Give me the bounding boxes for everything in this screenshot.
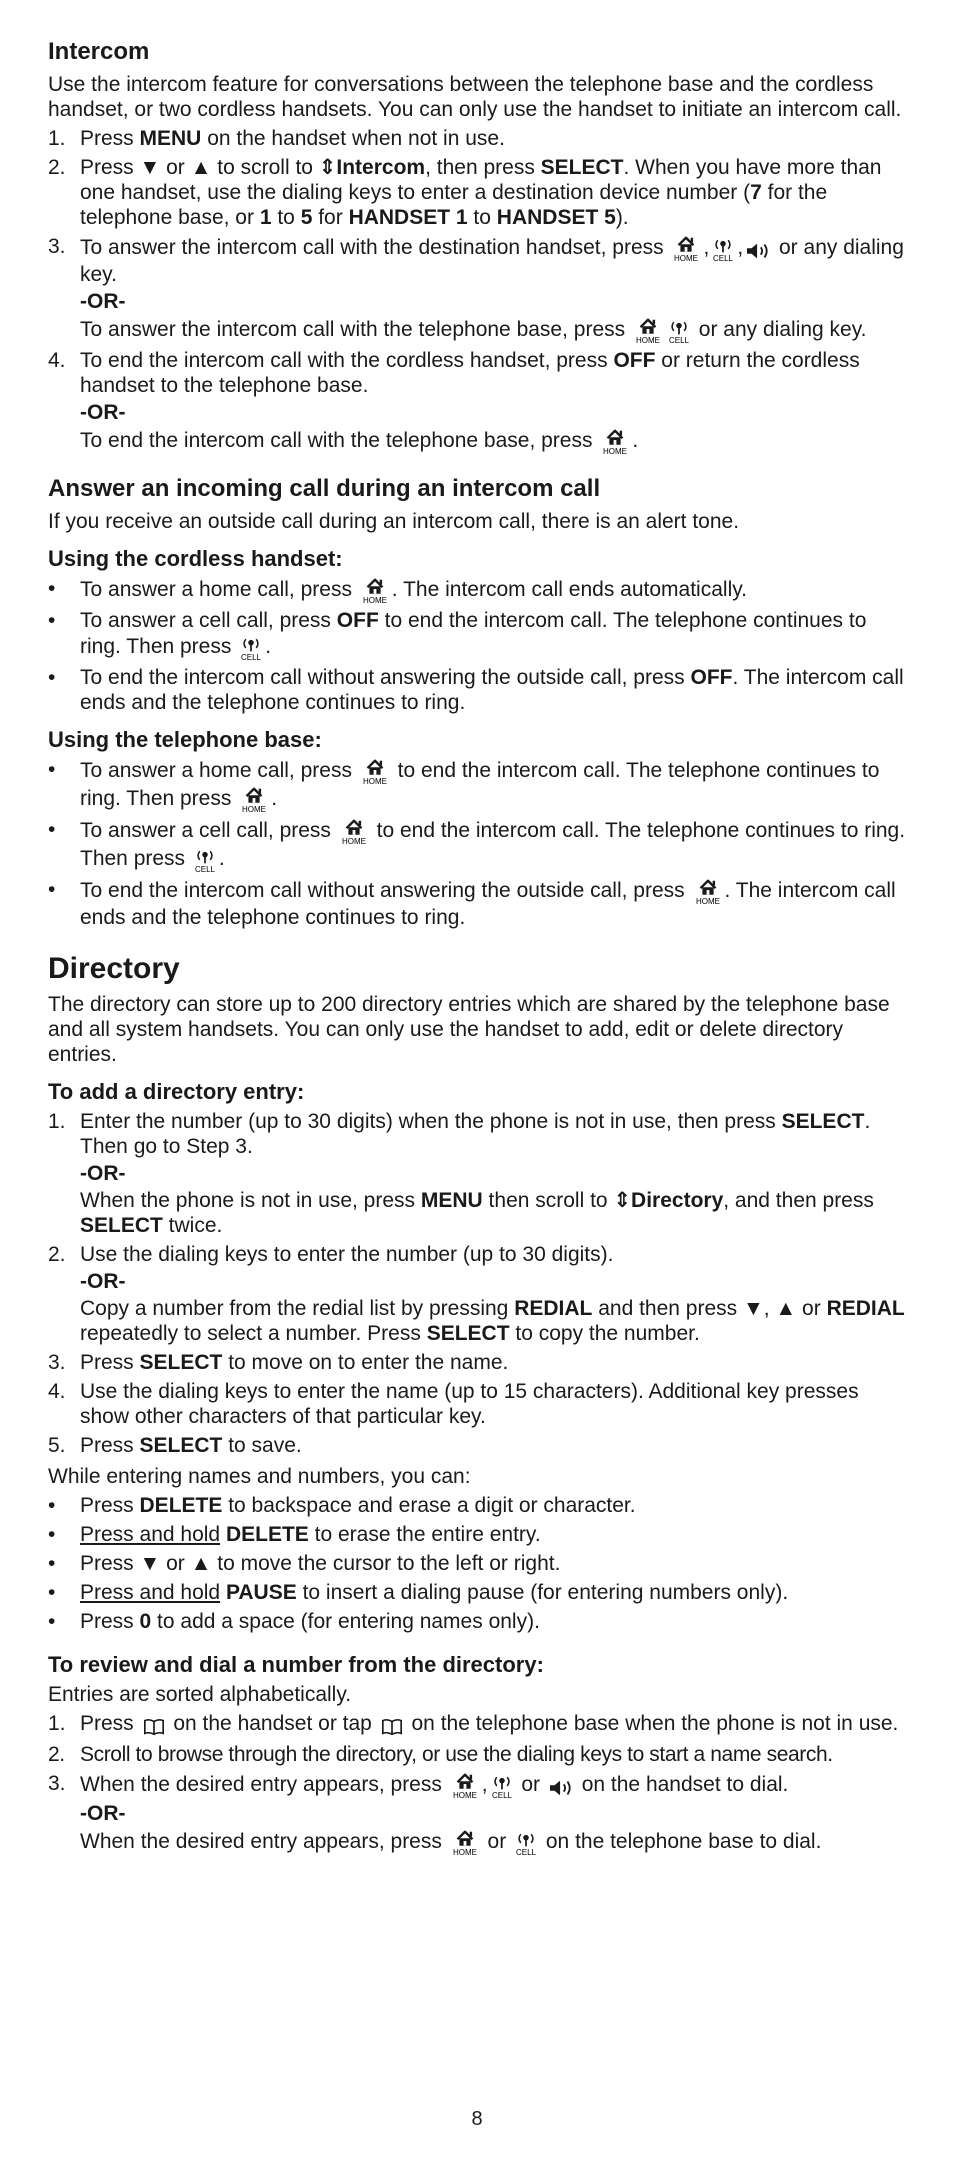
home-key-icon (338, 817, 370, 845)
cell-key-icon (513, 1828, 539, 1856)
step-number: 3. (48, 235, 66, 258)
review-step-3: 3. When the desired entry appears, press HOME , CELL or on the handset to dial. -OR- When the desired entry appears, press HOME or CELL on the telephone base to dial. (48, 1771, 906, 1856)
home-key-icon (449, 1771, 481, 1799)
svg-text:HOME: HOME (362, 596, 387, 604)
or-separator: -OR- (80, 401, 126, 424)
cell-key-icon (666, 316, 692, 344)
add-step-3: 3. Press SELECT to move on to enter the name. (48, 1351, 509, 1374)
list-item: • Press ▼ or ▲ to move the cursor to the left or right. (48, 1552, 561, 1575)
review-step-2: 2. Scroll to browse through the directory, or use the dialing keys to start a name search. (48, 1743, 833, 1766)
add-step-2: 2. Use the dialing keys to enter the number (up to 30 digits). -OR- Copy a number from the redial list by pressing REDIAL and then press ▼, ▲ or REDIAL repeatedly to select a number. Press SELECT to copy the number. (48, 1243, 905, 1345)
list-item: • To answer a cell call, press OFF to end the intercom call. The telephone continues to ring. Then press CELL . (48, 609, 867, 661)
svg-text:CELL: CELL (241, 653, 262, 661)
home-key-icon (359, 576, 391, 604)
directory-intro: The directory can store up to 200 directory entries which are shared by the telephone base and all system handsets. You can only use the handset to add, edit or delete directory entries. (48, 993, 890, 1066)
cell-key-icon (489, 1771, 515, 1799)
svg-text:CELL: CELL (491, 1791, 512, 1799)
list-item: • To answer a home call, press HOME to end the intercom call. The telephone continues to ring. Then press HOME . (48, 758, 880, 813)
home-key-icon (599, 427, 631, 455)
list-item: • Press and hold DELETE to erase the entire entry. (48, 1523, 541, 1546)
directory-book-icon (141, 1716, 167, 1738)
svg-text:CELL: CELL (516, 1848, 537, 1856)
svg-text:CELL: CELL (668, 336, 689, 344)
answer-intro: If you receive an outside call during an intercom call, there is an alert tone. (48, 510, 740, 533)
intercom-intro: Use the intercom feature for conversations between the telephone base and the cordless handset, or two cordless handsets. You can only use the handset to initiate an intercom call. (48, 73, 902, 121)
cell-key-icon (710, 234, 736, 262)
add-step-5: 5. Press SELECT to save. (48, 1434, 302, 1457)
review-heading: To review and dial a number from the directory: (48, 1652, 544, 1677)
base-heading: Using the telephone base: (48, 727, 322, 752)
list-item: • Press 0 to add a space (for entering names only). (48, 1610, 540, 1633)
list-item: • To end the intercom call without answering the outside call, press OFF. The intercom call ends and the telephone continues to ring. (48, 666, 904, 714)
svg-text:HOME: HOME (635, 336, 660, 344)
intercom-step-4: 4. To end the intercom call with the cordless handset, press OFF or return the cordless handset to the telephone base. -OR- To end the intercom call with the telephone base, press HOME . (48, 348, 906, 455)
svg-text:HOME: HOME (603, 447, 628, 455)
or-separator: -OR- (80, 1802, 126, 1825)
page-number: 8 (471, 2108, 483, 2130)
intercom-steps (48, 126, 906, 455)
while-entering-list (48, 1493, 906, 1634)
list-item: • Press DELETE to backspace and erase a digit or character. (48, 1494, 636, 1517)
answer-heading: Answer an incoming call during an intercom call (48, 475, 601, 502)
add-step-1: 1. Enter the number (up to 30 digits) when the phone is not in use, then press SELECT. Then go to Step 3. -OR- When the phone is not in use, press MENU then scroll to ⇕Directory, and then press SELECT twice. (48, 1109, 906, 1238)
cell-key-icon (192, 845, 218, 873)
cordless-list (48, 576, 906, 715)
svg-text:CELL: CELL (194, 865, 215, 873)
home-key-icon (238, 785, 270, 813)
step-number: 4. (48, 349, 66, 372)
or-separator: -OR- (80, 1270, 126, 1293)
review-step-1: 1. Press on the handset or tap on the telephone base when the phone is not in use. (48, 1711, 906, 1738)
cordless-heading: Using the cordless handset: (48, 546, 343, 571)
intercom-step-2: 2. Press ▼ or ▲ to scroll to ⇕Intercom, then press SELECT. When you have more than one handset, use the dialing keys to enter a destination device number (7 for the telephone base, or 1 to 5 for HANDSET 1 to HANDSET 5). (48, 156, 882, 229)
home-key-icon (670, 234, 702, 262)
list-item: • To answer a cell call, press HOME to end the intercom call. The telephone continues to ring. Then press CELL . (48, 818, 906, 873)
base-list (48, 757, 906, 930)
svg-text:HOME: HOME (362, 777, 387, 785)
intercom-step-4-alt: To end the intercom call with the telephone base, press HOME . (80, 429, 639, 455)
svg-text:CELL: CELL (713, 254, 734, 262)
home-key-icon (359, 757, 391, 785)
directory-heading: Directory (48, 952, 180, 985)
svg-text:HOME: HOME (452, 1848, 477, 1856)
svg-text:HOME: HOME (695, 897, 720, 905)
intercom-heading: Intercom (48, 38, 150, 65)
review-steps (48, 1711, 906, 1856)
list-item: • Press and hold PAUSE to insert a dialing pause (for entering numbers only). (48, 1581, 789, 1604)
directory-book-icon (379, 1716, 405, 1738)
svg-text:HOME: HOME (242, 805, 267, 813)
or-separator: -OR- (80, 1162, 126, 1185)
svg-text:HOME: HOME (674, 254, 699, 262)
cell-key-icon (238, 633, 264, 661)
list-item: • To end the intercom call without answering the outside call, press HOME . The intercom call ends and the telephone continues to ring. (48, 878, 896, 929)
home-key-icon (449, 1828, 481, 1856)
intercom-step-3-alt: To answer the intercom call with the telephone base, press HOME CELL or any dialing key. (80, 318, 867, 344)
svg-text:HOME: HOME (452, 1791, 477, 1799)
add-step-4: 4. Use the dialing keys to enter the name (up to 15 characters). Additional key presses show other characters of that particular key. (48, 1380, 859, 1428)
svg-text:HOME: HOME (341, 837, 366, 845)
add-entry-steps (48, 1109, 906, 1458)
list-item: • To answer a home call, press HOME . The intercom call ends automatically. (48, 577, 748, 604)
review-intro: Entries are sorted alphabetically. (48, 1683, 352, 1706)
step-number: 2. (48, 156, 66, 179)
step-number: 1. (48, 127, 66, 150)
add-entry-heading: To add a directory entry: (48, 1079, 305, 1104)
intercom-step-3: 3. To answer the intercom call with the destination handset, press HOME , CELL , or any dialing key. -OR- To answer the intercom call with the telephone base, press HOME CELL or any dialing key. (48, 234, 906, 344)
speaker-key-icon (744, 240, 772, 262)
while-entering-text: While entering names and numbers, you can: (48, 1465, 471, 1488)
or-separator: -OR- (80, 290, 126, 313)
intercom-step-1: 1. Press MENU on the handset when not in use. (48, 127, 505, 150)
speaker-key-icon (547, 1777, 575, 1799)
home-key-icon (692, 877, 724, 905)
home-key-icon (632, 316, 664, 344)
